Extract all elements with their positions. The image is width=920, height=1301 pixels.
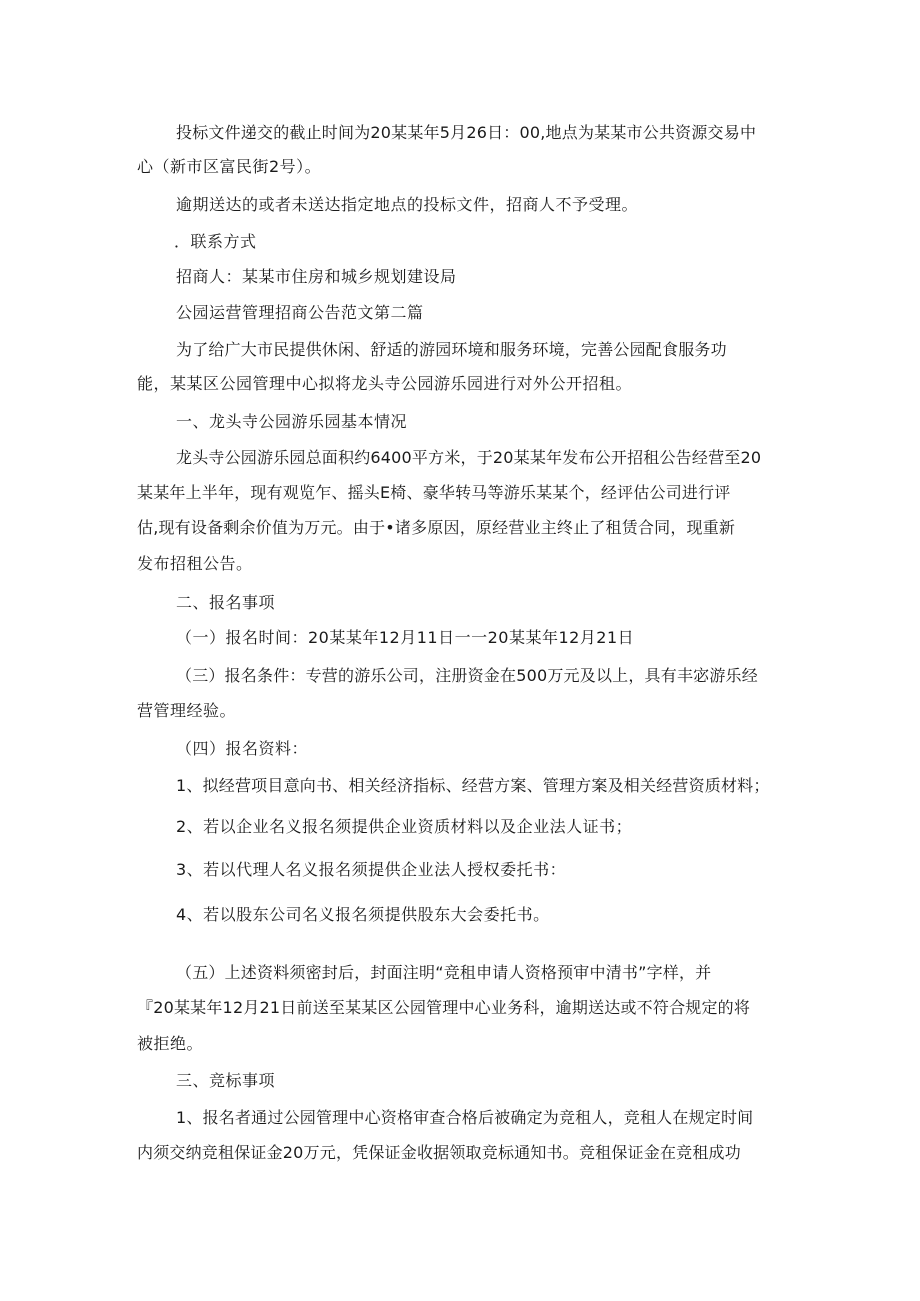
article-title: 公园运营管理招商公告范文第二篇 (176, 303, 424, 322)
text-line-5: 招商人：某某市住房和城乡规划建设局 (176, 267, 457, 286)
text-line-12: 估,现有设备剩余价值为万元。由于•诸多原因，原经营业主终止了租赁合同，现重新 (137, 518, 736, 537)
text-line-11: 某某年上半年，现有观览乍、摇头E椅、豪华转马等游乐某某个，经评估公司进行评 (137, 483, 731, 502)
text-line-15: （一）报名时间：20某某年12月11日一一20某某年12月21日 (176, 628, 635, 647)
text-line-17: 营管理经验。 (137, 701, 237, 720)
section-heading-1: 一、龙头寺公园游乐园基本情况 (176, 412, 408, 431)
text-line-10: 龙头寺公园游乐园总面积约6400平方米，于20某某年发布公开招租公告经营至20 (176, 448, 762, 467)
text-line-3: 逾期送达的或者未送达指定地点的投标文件，招商人不予受理。 (176, 195, 639, 214)
list-item-3: 3、若以代理人名义报名须提供企业法人授权委托书： (176, 860, 567, 879)
section-heading-2: 二、报名事项 (176, 593, 276, 612)
text-line-28: 内须交纳竞租保证金20万元，凭保证金收据领取竞标通知书。竞租保证金在竞租成功 (137, 1143, 741, 1162)
text-line-16: （三）报名条件：专营的游乐公司，注册资金在500万元及以上，具有丰宓游乐经 (176, 666, 758, 685)
list-item-1: 1、拟经营项目意向书、相关经济指标、经营方案、管理方案及相关经营资质材料； (176, 776, 770, 795)
text-line-13: 发布招租公告。 (137, 554, 253, 573)
list-item-2: 2、若以企业名义报名须提供企业资质材料以及企业法人证书； (176, 817, 633, 836)
text-line-7: 为了给广大市民提供休闲、舒适的游园环境和服务环境，完善公园配食服务功 (176, 340, 727, 359)
text-line-18: （四）报名资料： (176, 739, 309, 758)
text-line-23: （五）上述资料须密封后，封面注明“竞租申请人资格预审中清书”字样，并 (176, 963, 712, 982)
text-line-24: 『20某某年12月21日前送至某某区公园管理中心业务科，逾期送达或不符合规定的将 (137, 998, 751, 1017)
text-line-25: 被拒绝。 (137, 1034, 204, 1053)
text-line-2: 心（新市区富民街2号）。 (137, 157, 322, 176)
text-line-1: 投标文件递交的截止时间为20某某年5月26日：00,地点为某某市公共资源交易中 (176, 123, 757, 142)
list-item-4: 4、若以股东公司名义报名须提供股东大会委托书。 (176, 905, 550, 924)
section-heading-contact: ．联系方式 (174, 232, 257, 251)
section-heading-3: 三、竞标事项 (176, 1071, 276, 1090)
text-line-27: 1、报名者通过公园管理中心资格审查合格后被确定为竞租人，竞租人在规定时间 (176, 1108, 754, 1127)
text-line-8: 能，某某区公园管理中心拟将龙头寺公园游乐园进行对外公开招租。 (137, 374, 633, 393)
